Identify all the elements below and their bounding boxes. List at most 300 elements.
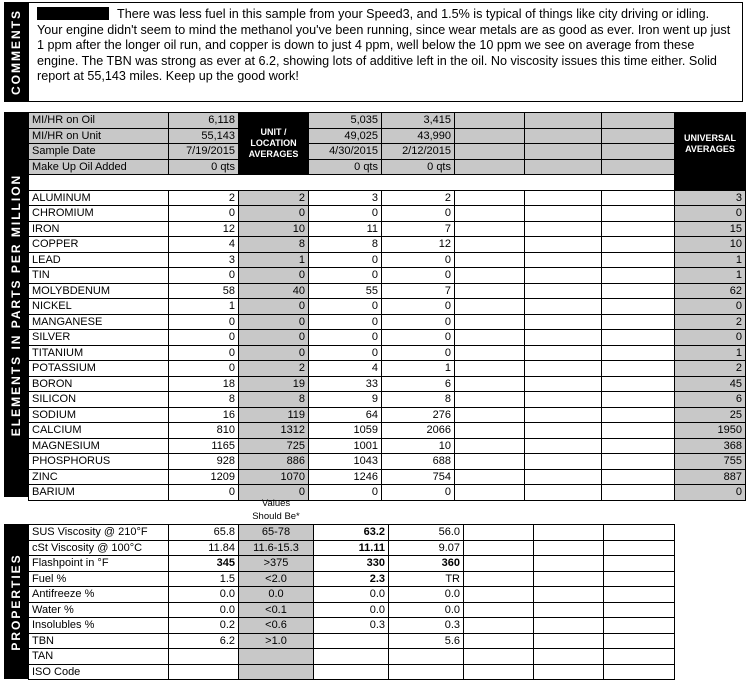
element-sample-2: 0 — [309, 299, 382, 315]
property-sample-3 — [389, 664, 464, 680]
element-universal-avg: 2 — [675, 361, 746, 377]
info-label: MI/HR on Oil — [29, 113, 169, 129]
property-current — [169, 649, 239, 665]
element-name: ZINC — [29, 469, 169, 485]
element-current: 0 — [169, 206, 239, 222]
element-empty — [602, 469, 675, 485]
element-sample-3: 0 — [382, 299, 455, 315]
element-empty — [602, 423, 675, 439]
element-row — [29, 314, 746, 330]
info-row — [29, 144, 746, 160]
info-empty — [602, 159, 675, 175]
element-empty — [455, 237, 525, 253]
element-name: BARIUM — [29, 485, 169, 501]
element-empty — [455, 268, 525, 284]
element-sample-2: 64 — [309, 407, 382, 423]
element-sample-2: 0 — [309, 314, 382, 330]
comments-label: COMMENTS — [9, 9, 23, 95]
element-universal-avg: 368 — [675, 438, 746, 454]
property-row — [29, 649, 675, 665]
element-current: 18 — [169, 376, 239, 392]
property-sample-2 — [314, 664, 389, 680]
element-name: MAGNESIUM — [29, 438, 169, 454]
element-universal-avg: 3 — [675, 190, 746, 206]
element-sample-2: 0 — [309, 206, 382, 222]
property-name: Water % — [29, 602, 169, 618]
property-should-be: >375 — [239, 556, 314, 572]
element-name: SODIUM — [29, 407, 169, 423]
element-row — [29, 423, 746, 439]
element-name: NICKEL — [29, 299, 169, 315]
info-label: Sample Date — [29, 144, 169, 160]
info-sample-3: 43,990 — [382, 128, 455, 144]
element-row — [29, 252, 746, 268]
property-sample-3: 9.07 — [389, 540, 464, 556]
redacted-name — [37, 7, 109, 20]
property-sample-3: 56.0 — [389, 525, 464, 541]
property-empty — [534, 602, 604, 618]
element-sample-2: 0 — [309, 268, 382, 284]
property-should-be: 65-78 — [239, 525, 314, 541]
property-current: 0.2 — [169, 618, 239, 634]
info-empty — [525, 113, 602, 129]
universal-averages-header — [675, 113, 746, 175]
element-empty — [455, 314, 525, 330]
element-sample-2: 11 — [309, 221, 382, 237]
element-row — [29, 361, 746, 377]
element-empty — [525, 268, 602, 284]
element-empty — [525, 407, 602, 423]
element-sample-3: 0 — [382, 206, 455, 222]
property-name: TBN — [29, 633, 169, 649]
element-empty — [602, 314, 675, 330]
element-name: POTASSIUM — [29, 361, 169, 377]
comments-label-bar — [4, 2, 28, 102]
property-empty — [464, 633, 534, 649]
properties-table — [28, 524, 675, 680]
element-sample-2: 8 — [309, 237, 382, 253]
property-row — [29, 571, 675, 587]
element-sample-2: 0 — [309, 330, 382, 346]
element-universal-avg: 1 — [675, 345, 746, 361]
element-unit-avg: 725 — [239, 438, 309, 454]
element-unit-avg: 10 — [239, 221, 309, 237]
element-universal-avg: 0 — [675, 206, 746, 222]
element-unit-avg: 0 — [239, 268, 309, 284]
element-current: 58 — [169, 283, 239, 299]
element-empty — [455, 345, 525, 361]
element-unit-avg: 8 — [239, 237, 309, 253]
element-empty — [602, 454, 675, 470]
element-empty — [455, 206, 525, 222]
property-empty — [464, 664, 534, 680]
element-empty — [525, 283, 602, 299]
element-sample-3: 0 — [382, 252, 455, 268]
info-current: 0 qts — [169, 159, 239, 175]
element-row — [29, 330, 746, 346]
element-empty — [525, 314, 602, 330]
element-universal-avg: 25 — [675, 407, 746, 423]
element-row — [29, 206, 746, 222]
element-unit-avg: 1070 — [239, 469, 309, 485]
element-current: 928 — [169, 454, 239, 470]
element-empty — [455, 252, 525, 268]
spacer-cell — [29, 175, 675, 191]
property-empty — [604, 602, 675, 618]
element-empty — [455, 361, 525, 377]
element-name: TIN — [29, 268, 169, 284]
element-sample-3: 0 — [382, 485, 455, 501]
element-row — [29, 392, 746, 408]
element-sample-2: 1059 — [309, 423, 382, 439]
element-empty — [525, 423, 602, 439]
element-sample-2: 1043 — [309, 454, 382, 470]
element-unit-avg: 886 — [239, 454, 309, 470]
element-unit-avg: 2 — [239, 190, 309, 206]
element-current: 4 — [169, 237, 239, 253]
element-name: BORON — [29, 376, 169, 392]
element-unit-avg: 1 — [239, 252, 309, 268]
info-label: Make Up Oil Added — [29, 159, 169, 175]
universal-header-line: UNIVERSAL — [683, 132, 736, 143]
property-row — [29, 602, 675, 618]
element-empty — [602, 221, 675, 237]
element-row — [29, 345, 746, 361]
property-should-be — [239, 649, 314, 665]
element-sample-3: 0 — [382, 314, 455, 330]
element-unit-avg: 40 — [239, 283, 309, 299]
property-current: 345 — [169, 556, 239, 572]
element-sample-2: 0 — [309, 345, 382, 361]
element-unit-avg: 0 — [239, 345, 309, 361]
element-empty — [602, 361, 675, 377]
element-empty — [525, 438, 602, 454]
property-sample-3 — [389, 649, 464, 665]
element-empty — [602, 283, 675, 299]
info-current: 6,118 — [169, 113, 239, 129]
element-name: MOLYBDENUM — [29, 283, 169, 299]
element-universal-avg: 887 — [675, 469, 746, 485]
unit-location-header-line: AVERAGES — [248, 149, 299, 159]
element-empty — [525, 206, 602, 222]
element-current: 0 — [169, 361, 239, 377]
element-sample-3: 6 — [382, 376, 455, 392]
info-sample-2: 4/30/2015 — [309, 144, 382, 160]
elements-label-bar — [4, 112, 28, 497]
info-empty — [455, 113, 525, 129]
element-empty — [455, 392, 525, 408]
element-empty — [525, 485, 602, 501]
element-row — [29, 438, 746, 454]
info-sample-3: 2/12/2015 — [382, 144, 455, 160]
element-current: 1165 — [169, 438, 239, 454]
property-sample-2: 0.3 — [314, 618, 389, 634]
property-name: Flashpoint in °F — [29, 556, 169, 572]
property-empty — [464, 618, 534, 634]
element-empty — [602, 206, 675, 222]
element-empty — [525, 392, 602, 408]
element-empty — [455, 283, 525, 299]
element-sample-2: 1001 — [309, 438, 382, 454]
property-empty — [464, 525, 534, 541]
element-row — [29, 190, 746, 206]
property-name: TAN — [29, 649, 169, 665]
element-empty — [525, 361, 602, 377]
element-empty — [525, 190, 602, 206]
element-sample-3: 2 — [382, 190, 455, 206]
elements-label: ELEMENTS IN PARTS PER MILLION — [9, 173, 23, 436]
element-current: 8 — [169, 392, 239, 408]
info-empty — [455, 128, 525, 144]
property-empty — [534, 556, 604, 572]
property-sample-3: 5.6 — [389, 633, 464, 649]
element-universal-avg: 0 — [675, 299, 746, 315]
element-empty — [455, 221, 525, 237]
property-empty — [464, 571, 534, 587]
property-name: Fuel % — [29, 571, 169, 587]
element-empty — [602, 376, 675, 392]
element-empty — [525, 376, 602, 392]
element-sample-2: 9 — [309, 392, 382, 408]
element-empty — [602, 392, 675, 408]
spacer-row — [29, 175, 746, 191]
property-empty — [604, 633, 675, 649]
property-row — [29, 633, 675, 649]
element-current: 0 — [169, 314, 239, 330]
element-empty — [525, 469, 602, 485]
property-empty — [534, 571, 604, 587]
property-empty — [534, 525, 604, 541]
property-sample-2: 2.3 — [314, 571, 389, 587]
element-current: 16 — [169, 407, 239, 423]
element-empty — [602, 237, 675, 253]
element-universal-avg: 6 — [675, 392, 746, 408]
element-empty — [455, 407, 525, 423]
property-name: SUS Viscosity @ 210°F — [29, 525, 169, 541]
property-empty — [464, 649, 534, 665]
element-current: 12 — [169, 221, 239, 237]
element-unit-avg: 0 — [239, 299, 309, 315]
element-sample-2: 0 — [309, 485, 382, 501]
property-sample-2: 0.0 — [314, 602, 389, 618]
property-empty — [604, 587, 675, 603]
property-row — [29, 618, 675, 634]
info-sample-3: 3,415 — [382, 113, 455, 129]
element-universal-avg: 62 — [675, 283, 746, 299]
element-empty — [602, 330, 675, 346]
element-row — [29, 407, 746, 423]
element-sample-3: 2066 — [382, 423, 455, 439]
element-current: 2 — [169, 190, 239, 206]
element-row — [29, 454, 746, 470]
property-row — [29, 664, 675, 680]
property-should-be: 11.6-15.3 — [239, 540, 314, 556]
property-sample-3: 360 — [389, 556, 464, 572]
element-universal-avg: 1 — [675, 252, 746, 268]
element-empty — [525, 454, 602, 470]
property-empty — [604, 664, 675, 680]
info-row — [29, 159, 746, 175]
element-sample-3: 688 — [382, 454, 455, 470]
element-sample-3: 0 — [382, 330, 455, 346]
element-empty — [455, 423, 525, 439]
property-should-be: <0.1 — [239, 602, 314, 618]
info-empty — [525, 144, 602, 160]
properties-label-bar — [4, 524, 28, 679]
element-row — [29, 237, 746, 253]
property-current: 11.84 — [169, 540, 239, 556]
element-current: 0 — [169, 485, 239, 501]
element-empty — [525, 345, 602, 361]
info-empty — [602, 144, 675, 160]
element-row — [29, 485, 746, 501]
info-sample-2: 0 qts — [309, 159, 382, 175]
element-name: MANGANESE — [29, 314, 169, 330]
element-sample-3: 754 — [382, 469, 455, 485]
universal-header-line: AVERAGES — [685, 143, 735, 154]
info-current: 7/19/2015 — [169, 144, 239, 160]
info-label: MI/HR on Unit — [29, 128, 169, 144]
element-current: 3 — [169, 252, 239, 268]
element-row — [29, 268, 746, 284]
element-empty — [455, 485, 525, 501]
property-current: 1.5 — [169, 571, 239, 587]
property-current — [169, 664, 239, 680]
property-row — [29, 587, 675, 603]
element-unit-avg: 0 — [239, 206, 309, 222]
property-current: 0.0 — [169, 602, 239, 618]
element-universal-avg: 15 — [675, 221, 746, 237]
property-name: cSt Viscosity @ 100°C — [29, 540, 169, 556]
info-sample-3: 0 qts — [382, 159, 455, 175]
property-should-be — [239, 664, 314, 680]
element-empty — [525, 330, 602, 346]
elements-table — [28, 112, 746, 501]
element-universal-avg: 755 — [675, 454, 746, 470]
element-sample-3: 1 — [382, 361, 455, 377]
property-empty — [534, 664, 604, 680]
element-row — [29, 299, 746, 315]
property-empty — [534, 618, 604, 634]
element-unit-avg: 0 — [239, 330, 309, 346]
property-empty — [604, 540, 675, 556]
property-current: 65.8 — [169, 525, 239, 541]
property-empty — [534, 649, 604, 665]
element-empty — [525, 221, 602, 237]
info-current: 55,143 — [169, 128, 239, 144]
element-empty — [525, 252, 602, 268]
info-row — [29, 113, 746, 129]
spacer-cell — [675, 175, 746, 191]
element-name: IRON — [29, 221, 169, 237]
element-empty — [602, 252, 675, 268]
property-row — [29, 556, 675, 572]
element-name: TITANIUM — [29, 345, 169, 361]
element-sample-2: 55 — [309, 283, 382, 299]
info-row — [29, 128, 746, 144]
property-sample-3: 0.0 — [389, 602, 464, 618]
property-sample-3: TR — [389, 571, 464, 587]
element-unit-avg: 119 — [239, 407, 309, 423]
element-universal-avg: 0 — [675, 330, 746, 346]
property-empty — [604, 618, 675, 634]
unit-location-header-line: UNIT / — [260, 127, 287, 137]
property-empty — [604, 525, 675, 541]
element-empty — [525, 299, 602, 315]
property-empty — [604, 649, 675, 665]
info-sample-2: 49,025 — [309, 128, 382, 144]
element-row — [29, 469, 746, 485]
element-universal-avg: 10 — [675, 237, 746, 253]
element-empty — [455, 454, 525, 470]
element-sample-2: 33 — [309, 376, 382, 392]
element-unit-avg: 2 — [239, 361, 309, 377]
element-empty — [455, 299, 525, 315]
property-empty — [464, 540, 534, 556]
property-should-be: <2.0 — [239, 571, 314, 587]
property-name: Antifreeze % — [29, 587, 169, 603]
info-empty — [602, 128, 675, 144]
property-should-be: >1.0 — [239, 633, 314, 649]
property-empty — [534, 633, 604, 649]
property-sample-2: 11.11 — [314, 540, 389, 556]
element-row — [29, 221, 746, 237]
element-empty — [455, 438, 525, 454]
element-empty — [455, 190, 525, 206]
property-row — [29, 540, 675, 556]
element-row — [29, 283, 746, 299]
element-sample-3: 0 — [382, 345, 455, 361]
element-empty — [602, 485, 675, 501]
element-universal-avg: 0 — [675, 485, 746, 501]
element-sample-3: 8 — [382, 392, 455, 408]
property-empty — [534, 587, 604, 603]
property-name: Insolubles % — [29, 618, 169, 634]
element-name: CALCIUM — [29, 423, 169, 439]
comments-text: There was less fuel in this sample from your Speed3, and 1.5% is typical of things like city driving or idling. Your engine didn't seem to mind the methanol you've been running, since wear metals are as good as ever. Iron went up just 1 ppm after the longer oil run, and copper is down to just 4 ppm, well below the 10 ppm we see on average from these engine. The TBN was strong as ever at 6.2, showing lots of additive left in the oil. No viscosity issues this time either. Solid report at 55,143 miles. Keep up the good work! — [37, 7, 731, 83]
element-name: ALUMINUM — [29, 190, 169, 206]
property-sample-2: 330 — [314, 556, 389, 572]
properties-label: PROPERTIES — [9, 552, 23, 651]
property-current: 6.2 — [169, 633, 239, 649]
element-current: 810 — [169, 423, 239, 439]
property-current: 0.0 — [169, 587, 239, 603]
property-should-be: <0.6 — [239, 618, 314, 634]
property-row — [29, 525, 675, 541]
unit-location-header-line: LOCATION — [250, 138, 297, 148]
element-empty — [602, 345, 675, 361]
property-sample-2 — [314, 649, 389, 665]
property-empty — [604, 556, 675, 572]
element-current: 0 — [169, 345, 239, 361]
element-sample-3: 276 — [382, 407, 455, 423]
property-empty — [534, 540, 604, 556]
element-sample-3: 10 — [382, 438, 455, 454]
property-should-be: 0.0 — [239, 587, 314, 603]
element-name: SILVER — [29, 330, 169, 346]
info-empty — [525, 128, 602, 144]
element-name: COPPER — [29, 237, 169, 253]
element-empty — [455, 469, 525, 485]
values-should-be-note: Values Should Be* — [252, 498, 300, 522]
property-empty — [464, 602, 534, 618]
property-sample-3: 0.3 — [389, 618, 464, 634]
property-sample-2 — [314, 633, 389, 649]
element-unit-avg: 19 — [239, 376, 309, 392]
element-universal-avg: 1 — [675, 268, 746, 284]
element-name: PHOSPHORUS — [29, 454, 169, 470]
element-name: LEAD — [29, 252, 169, 268]
